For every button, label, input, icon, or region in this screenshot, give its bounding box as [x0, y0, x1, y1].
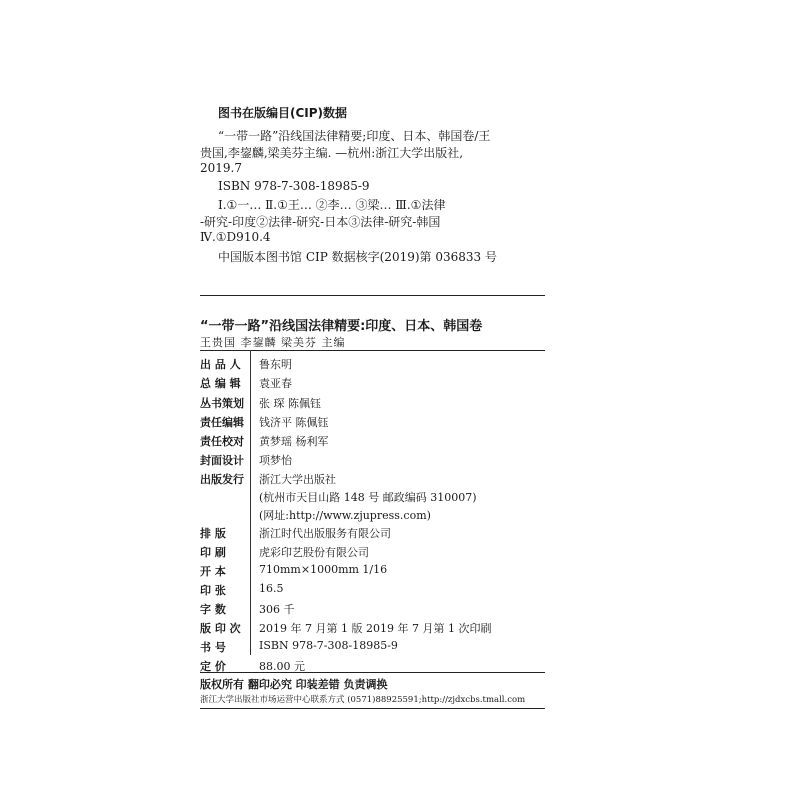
credit-value-cover-design: 项梦怡 — [259, 454, 292, 467]
credit-value-price: 88.00 元 — [259, 660, 305, 673]
credit-value-sheets: 16.5 — [259, 582, 284, 595]
book-title: “一带一路”沿线国法律精要:印度、日本、韩国卷 — [200, 319, 483, 334]
footer-rule-bottom — [200, 708, 545, 709]
cip-classification-line-3: Ⅳ.①D910.4 — [200, 230, 271, 244]
credit-value-producer: 鲁东明 — [259, 358, 292, 371]
credit-value-publisher: 浙江大学出版社 — [259, 473, 336, 486]
cip-title: 图书在版编目(CIP)数据 — [218, 106, 348, 120]
credits-vertical-rule — [250, 350, 251, 655]
credit-label-typesetting: 排 版 — [200, 527, 226, 540]
footer-rule-top — [200, 672, 545, 673]
cip-isbn: ISBN 978-7-308-18985-9 — [218, 179, 370, 193]
separator-line — [200, 295, 545, 296]
cip-verification-number: 中国版本图书馆 CIP 数据核字(2019)第 036833 号 — [218, 250, 497, 264]
credit-label-editor-in-chief: 总 编 辑 — [200, 377, 241, 390]
cip-description-line-3: 2019.7 — [200, 161, 242, 175]
credit-value-responsible-editor: 钱济平 陈佩钰 — [259, 416, 329, 429]
cip-description-line-2: 贵国,李鋆麟,梁美芬主编. —杭州:浙江大学出版社, — [200, 146, 464, 160]
credit-label-price: 定 价 — [200, 660, 226, 673]
copyright-notice: 版权所有 翻印必究 印装差错 负责调换 — [200, 678, 388, 691]
credit-value-isbn: ISBN 978-7-308-18985-9 — [259, 639, 398, 652]
credit-value-publisher-address: (杭州市天目山路 148 号 邮政编码 310007) — [259, 491, 477, 504]
credit-value-typesetting: 浙江时代出版服务有限公司 — [259, 527, 391, 540]
credit-value-printing: 虎彩印艺股份有限公司 — [259, 546, 369, 559]
credit-value-format: 710mm×1000mm 1/16 — [259, 563, 388, 576]
credit-value-word-count: 306 千 — [259, 603, 295, 616]
credit-label-edition: 版 印 次 — [200, 622, 241, 635]
credit-value-proofreader: 黄梦瑶 杨利军 — [259, 435, 329, 448]
credit-label-word-count: 字 数 — [200, 603, 226, 616]
credit-label-isbn: 书 号 — [200, 641, 226, 654]
book-authors: 王贵国 李鋆麟 梁美芬 主编 — [200, 336, 346, 349]
credit-label-publisher: 出版发行 — [200, 473, 244, 486]
credit-label-proofreader: 责任校对 — [200, 435, 244, 448]
credit-value-edition: 2019 年 7 月第 1 版 2019 年 7 月第 1 次印刷 — [259, 622, 492, 635]
credit-label-series-planning: 丛书策划 — [200, 397, 244, 410]
publisher-contact: 浙江大学出版社市场运营中心联系方式 (0571)88925591;http://zjdxcbs.tmall.com — [200, 695, 526, 705]
credit-label-sheets: 印 张 — [200, 584, 226, 597]
cip-classification-line-2: -研究-印度②法律-研究-日本③法律-研究-韩国 — [200, 215, 441, 229]
credit-value-publisher-website: (网址:http://www.zjupress.com) — [259, 509, 431, 522]
credit-label-cover-design: 封面设计 — [200, 454, 244, 467]
credit-label-responsible-editor: 责任编辑 — [200, 416, 244, 429]
cip-description-line-1: “一带一路”沿线国法律精要;印度、日本、韩国卷/王 — [218, 129, 491, 143]
cip-classification-line-1: Ⅰ.①一… Ⅱ.①王… ②李… ③梁… Ⅲ.①法律 — [218, 198, 446, 212]
credits-top-rule — [200, 350, 545, 351]
credit-label-format: 开 本 — [200, 565, 226, 578]
credit-value-editor-in-chief: 袁亚春 — [259, 377, 292, 390]
credit-value-series-planning: 张 琛 陈佩钰 — [259, 397, 321, 410]
credit-label-printing: 印 刷 — [200, 546, 226, 559]
credit-label-producer: 出 品 人 — [200, 358, 241, 371]
